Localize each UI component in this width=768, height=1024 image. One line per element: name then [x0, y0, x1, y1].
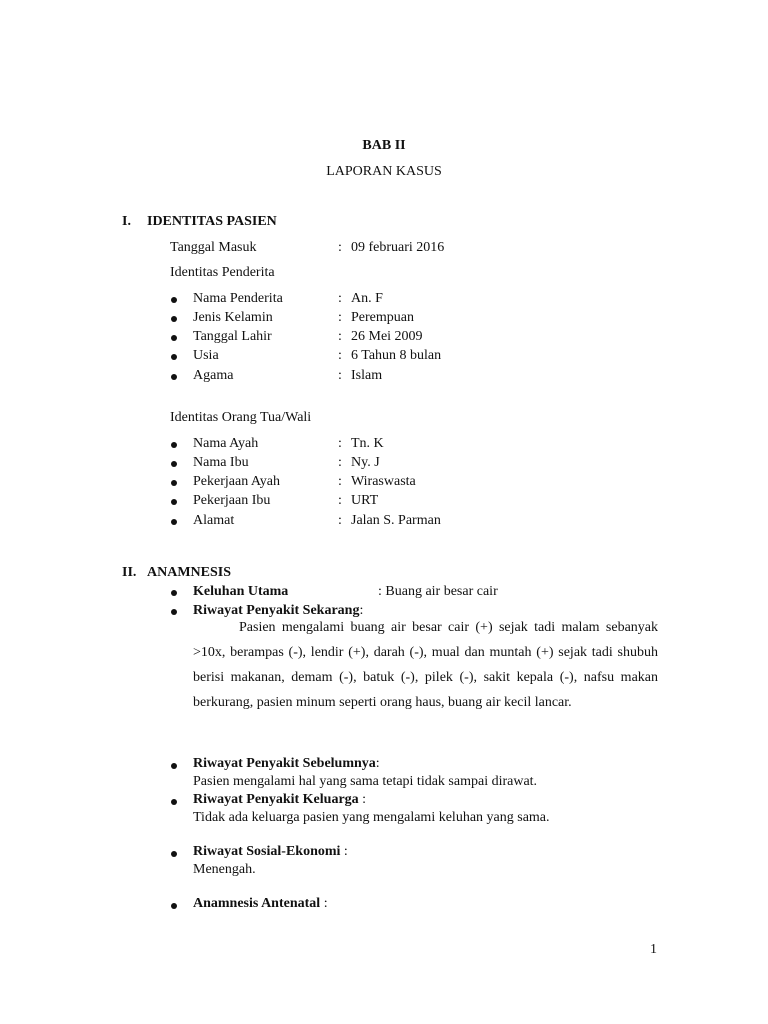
- field-label: Pekerjaan Ayah: [193, 474, 280, 489]
- bullet-icon: [171, 480, 177, 486]
- colon: :: [338, 513, 342, 528]
- field-label: Jenis Kelamin: [193, 310, 273, 325]
- colon: :: [338, 474, 342, 489]
- bullet-icon: [171, 335, 177, 341]
- rpsb-heading: [193, 755, 380, 773]
- field-value: URT: [351, 493, 379, 508]
- chapter-title: BAB II: [362, 138, 406, 153]
- field-value: 6 Tahun 8 bulan: [351, 348, 442, 363]
- keluhan-value: : Buang air besar cair: [378, 584, 498, 599]
- wali-heading: Identitas Orang Tua/Wali: [170, 410, 312, 425]
- field-label: Nama Ayah: [193, 436, 259, 451]
- field-value: Wiraswasta: [351, 474, 416, 489]
- page-number: 1: [650, 942, 657, 957]
- colon: :: [338, 455, 342, 470]
- rps-paragraph: [193, 615, 658, 715]
- rse-heading: [193, 843, 348, 861]
- bullet-icon: [171, 354, 177, 360]
- colon: :: [338, 240, 342, 255]
- bullet-icon: [171, 461, 177, 467]
- colon: :: [338, 310, 342, 325]
- colon: :: [338, 368, 342, 383]
- section1-heading: IDENTITAS PASIEN: [147, 214, 277, 229]
- tanggal-masuk-value: 09 februari 2016: [351, 240, 445, 255]
- field-value: 26 Mei 2009: [351, 329, 423, 344]
- rpsb-label: Riwayat Penyakit Sebelumnya: [193, 756, 376, 771]
- field-label: Tanggal Lahir: [193, 329, 272, 344]
- bullet-icon: [171, 442, 177, 448]
- field-value: An. F: [351, 291, 383, 306]
- field-label: Nama Ibu: [193, 455, 249, 470]
- field-value: Tn. K: [351, 436, 384, 451]
- colon: :: [338, 329, 342, 344]
- penderita-heading: Identitas Penderita: [170, 265, 275, 280]
- rse-label: Riwayat Sosial-Ekonomi: [193, 844, 341, 859]
- colon: :: [338, 493, 342, 508]
- field-value: Ny. J: [351, 455, 380, 470]
- bullet-icon: [171, 903, 177, 909]
- bullet-icon: [171, 851, 177, 857]
- colon: :: [343, 844, 348, 859]
- field-label: Pekerjaan Ibu: [193, 493, 271, 508]
- colon: :: [338, 348, 342, 363]
- rps-label: Riwayat Penyakit Sekarang: [193, 603, 360, 618]
- bullet-icon: [171, 297, 177, 303]
- antenatal-heading: [193, 895, 328, 913]
- colon: :: [359, 603, 364, 618]
- section2-number: II.: [122, 565, 137, 580]
- field-value: Islam: [351, 368, 383, 383]
- bullet-icon: [171, 799, 177, 805]
- bullet-icon: [171, 609, 177, 615]
- bullet-icon: [171, 763, 177, 769]
- chapter-subtitle: LAPORAN KASUS: [326, 164, 442, 179]
- rpk-heading: [193, 791, 366, 809]
- bullet-icon: [171, 316, 177, 322]
- keluhan-label: Keluhan Utama: [193, 584, 289, 599]
- rse-text: Menengah.: [193, 862, 256, 877]
- tanggal-masuk-label: Tanggal Masuk: [170, 240, 257, 255]
- field-value: Perempuan: [351, 310, 414, 325]
- field-value: Jalan S. Parman: [351, 513, 441, 528]
- rps-text: Pasien mengalami buang air besar cair (+) sejak tadi malam sebanyak >10x, berampas (-), lendir (+), darah (-), mual dan muntah (+) sejak tadi shubuh berisi makanan, demam (-), batuk (-), pilek (-), sakit kepala (-), nafsu makan berkurang, pasien minum seperti orang haus, buang air kecil lancar.: [193, 620, 658, 710]
- field-label: Alamat: [193, 513, 235, 528]
- rpk-text: Tidak ada keluarga pasien yang mengalami keluhan yang sama.: [193, 810, 550, 825]
- colon: :: [338, 291, 342, 306]
- field-label: Nama Penderita: [193, 291, 283, 306]
- field-label: Usia: [193, 348, 219, 363]
- field-label: Agama: [193, 368, 234, 383]
- bullet-icon: [171, 499, 177, 505]
- bullet-icon: [171, 590, 177, 596]
- antenatal-label: Anamnesis Antenatal: [193, 896, 321, 911]
- section2-heading: ANAMNESIS: [147, 565, 232, 580]
- rpsb-text: Pasien mengalami hal yang sama tetapi tidak sampai dirawat.: [193, 774, 538, 789]
- bullet-icon: [171, 374, 177, 380]
- colon: :: [338, 436, 342, 451]
- colon: :: [362, 792, 367, 807]
- bullet-icon: [171, 519, 177, 525]
- colon: :: [375, 756, 380, 771]
- colon: :: [323, 896, 328, 911]
- rpk-label: Riwayat Penyakit Keluarga: [193, 792, 359, 807]
- section1-number: I.: [122, 214, 131, 229]
